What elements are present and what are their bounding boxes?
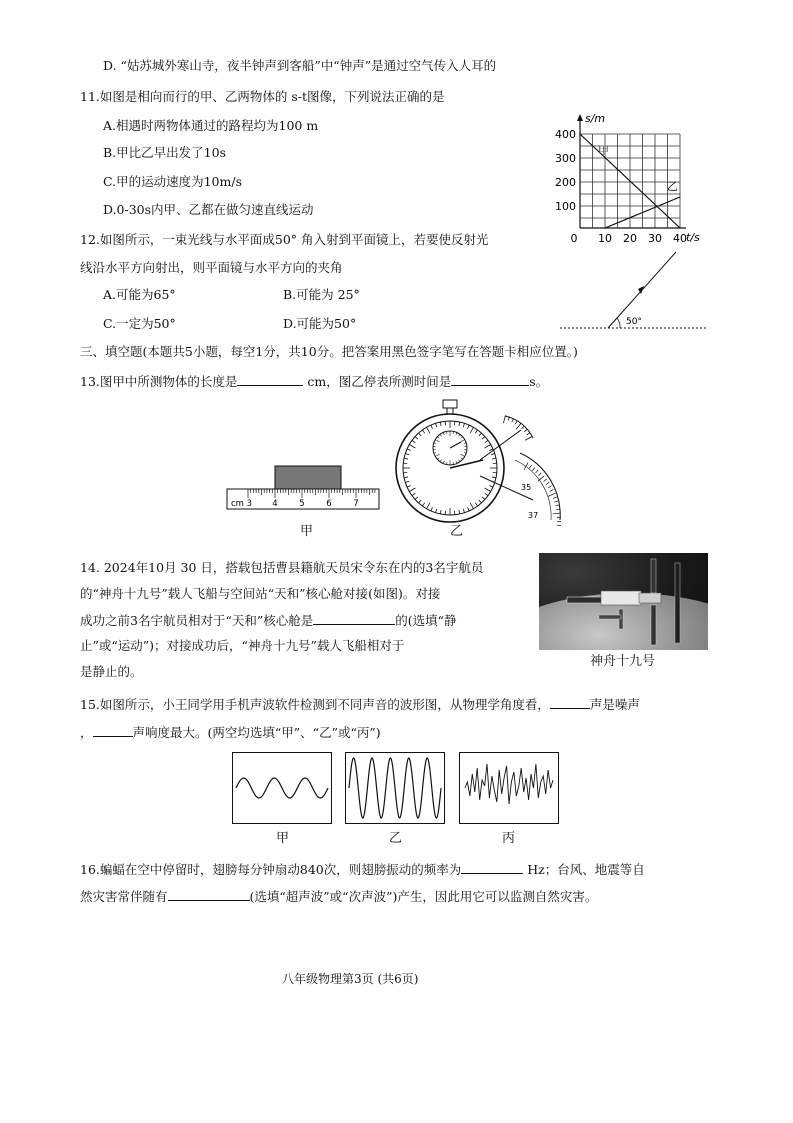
zoom-bottom-tick <box>524 463 528 470</box>
zoom-arc-top <box>505 416 533 438</box>
q16-line2-a: 然灾害常伴随有 <box>80 889 168 904</box>
q11-option-a: A.相遇时两物体通过的路程均为100 m <box>103 118 319 133</box>
q13-unit1: cm，图乙停表所测时间是 <box>307 374 452 389</box>
q14-line1: 14. 2024年10月 30 日，搭载包括曹县籍航天员宋令东在内的3名宇航员 <box>80 560 484 575</box>
q10-option-d: D. “姑苏城外寒山寺，夜半钟声到客船”中“钟声”是通过空气传入人耳的 <box>103 58 497 73</box>
y-tick: 100 <box>555 200 576 213</box>
q12-option-d: D.可能为50° <box>283 316 357 331</box>
y-axis-label: s/m <box>585 112 606 125</box>
q16-line2-b: (选填“超声波”或“次声波”)产生，因此用它可以监测自然灾害。 <box>249 889 598 904</box>
q13-question <box>80 373 548 390</box>
x-tick: 20 <box>623 232 637 245</box>
q13-blank-length[interactable] <box>237 373 303 386</box>
q13-unit2: s。 <box>529 374 549 389</box>
q16-blank-frequency[interactable] <box>461 861 523 874</box>
q15-line2-a: ， <box>80 725 93 740</box>
zoom-top-tick <box>525 437 532 441</box>
q15-line1 <box>80 696 640 713</box>
series-jia-label: 甲 <box>598 144 609 157</box>
q14-line3-b: 的(选填“静 <box>395 613 457 628</box>
q13-caption-b: 乙 <box>450 524 464 539</box>
q13-stopwatch-figure <box>395 398 575 526</box>
ruler-label: 6 <box>326 499 332 509</box>
q11-st-graph <box>550 110 710 245</box>
zoom-bottom-tick <box>532 467 534 470</box>
zoom-bottom-tick <box>546 482 549 484</box>
angle-arc <box>617 318 620 328</box>
zoom-bottom-tick <box>556 509 560 510</box>
zoom-bottom-tick <box>544 479 547 481</box>
zoom-bottom-tick <box>529 465 531 468</box>
q15-line2 <box>80 724 381 741</box>
zoom-top-tick <box>515 421 517 424</box>
q12-stem-line2: 线沿水平方向射出，则平面镜与水平方向的夹角 <box>80 260 343 275</box>
q12-light-ray-figure <box>558 248 708 338</box>
q15-caption-yi: 乙 <box>389 831 403 846</box>
q11-stem: 11.如图是相向而行的甲、乙两物体的 s-t图像，下列说法正确的是 <box>80 89 445 104</box>
zoom-bottom-tick <box>553 497 557 498</box>
q15-caption-bing: 丙 <box>502 831 516 846</box>
q15-line2-b: 声响度最大。(两空均选填“甲”、“乙”或“丙”) <box>132 725 381 740</box>
zoom-top-tick <box>522 426 525 429</box>
zoom-bottom-tick <box>548 493 555 496</box>
q13-ruler-figure <box>225 462 385 512</box>
q13-part1: 13.图甲中所测物体的长度是 <box>80 374 238 389</box>
space-station-shape <box>539 553 708 650</box>
stopwatch-stem <box>447 408 453 414</box>
ruler-label: 7 <box>353 499 359 509</box>
zoom-bottom-tick <box>554 501 558 502</box>
q14-line3-a: 成功之前3名宇航员相对于“天和”核心舱是 <box>80 613 314 628</box>
q12-option-c: C.一定为50° <box>103 316 176 331</box>
zoom-bottom-tick <box>536 470 539 473</box>
q14-line3 <box>80 612 457 629</box>
q14-spacecraft-photo <box>539 553 708 650</box>
zoom-top-tick <box>512 418 514 422</box>
spacecraft <box>675 563 680 643</box>
x-tick: 10 <box>598 232 612 245</box>
q13-caption-a: 甲 <box>300 524 314 539</box>
station-module <box>601 591 641 605</box>
q14-line4-text: 止”或“运动”)；对接成功后，“神舟十九号”载人飞船相对于 <box>80 638 405 653</box>
station-module <box>639 593 661 603</box>
q14-line4 <box>80 638 404 654</box>
zoom-top-tick <box>524 429 527 432</box>
q13-blank-time[interactable] <box>451 373 529 386</box>
q14-line5: 是静止的。 <box>80 664 143 679</box>
y-tick: 200 <box>555 176 576 189</box>
zoom-bottom-tick <box>538 473 541 476</box>
q15-caption-jia: 甲 <box>276 831 290 846</box>
zoom-bottom-tick <box>538 476 544 481</box>
q15-line1-a: 15.如图所示，小王同学用手机声波软件检测到不同声音的波形图，从物理学角度看， <box>80 697 550 712</box>
q16-blank-wave-type[interactable] <box>168 888 250 901</box>
section3-heading: 三、填空题(本题共5小题，每空1分，共10分。把答案用黑色签字笔写在答题卡相应位置。) <box>80 344 578 359</box>
q15-line1-b: 声是噪声 <box>589 697 640 712</box>
ruler-label: 5 <box>299 499 305 509</box>
x-axis-label: t/s <box>686 231 700 244</box>
q11-option-b: B.甲比乙早出发了10s <box>103 145 226 160</box>
y-axis-arrow <box>577 114 583 121</box>
x-tick: 0 <box>570 232 578 245</box>
y-tick: 400 <box>555 128 576 141</box>
measured-block <box>275 466 341 489</box>
q11-option-d: D.0-30s内甲、乙都在做匀速直线运动 <box>103 202 314 217</box>
solar-panel <box>651 605 656 645</box>
ruler-label: 4 <box>272 499 278 509</box>
q16-line2 <box>80 888 597 905</box>
series-yi-label: 乙 <box>667 180 678 193</box>
q15-waveform-yi <box>345 752 445 824</box>
ruler-label: cm 3 <box>231 499 253 509</box>
q15-blank-noise[interactable] <box>550 696 590 709</box>
q16-line1-b: Hz；台风、地震等自 <box>527 862 645 877</box>
x-tick: 30 <box>648 232 662 245</box>
solar-panel <box>651 559 656 593</box>
q14-line2: 的“神舟十九号”载人飞船与空间站“天和”核心舱对接(如图)。对接 <box>80 586 441 601</box>
dial-label: 37 <box>528 511 539 520</box>
y-tick: 300 <box>555 152 576 165</box>
q11-option-c: C.甲的运动速度为10m/s <box>103 174 242 189</box>
angle-label: 50° <box>626 317 642 327</box>
zoom-top-tick <box>527 433 530 435</box>
zoom-bottom-tick <box>553 513 561 514</box>
page-footer: 八年级物理第3页 (共6页) <box>282 972 419 986</box>
q14-blank-motion[interactable] <box>313 612 395 625</box>
zoom-bottom-tick <box>550 489 554 491</box>
q12-option-a: A.可能为65° <box>103 287 176 302</box>
q16-line1-a: 16.蝙蝠在空中停留时，翅膀每分钟扇动840次，则翅膀振动的频率为 <box>80 862 462 877</box>
zoom-top-tick <box>516 423 521 429</box>
q12-stem-line1: 12.如图所示，一束光线与水平面成50° 角入射到平面镜上，若要使反射光 <box>80 232 489 247</box>
dial-label: 35 <box>521 483 532 492</box>
q14-photo-caption: 神舟十九号 <box>590 654 656 669</box>
zoom-bottom-tick <box>555 505 559 506</box>
q15-blank-loudness[interactable] <box>93 724 133 737</box>
q15-waveform-bing <box>459 752 559 824</box>
x-tick: 40 <box>673 232 687 245</box>
stopwatch-crown <box>443 400 457 408</box>
q12-option-b: B.可能为 25° <box>283 287 360 302</box>
solar-panel <box>599 615 621 619</box>
q16-line1 <box>80 861 645 878</box>
zoom-bottom-tick <box>548 486 551 488</box>
zoom-top-tick <box>503 415 505 423</box>
q15-waveform-jia <box>232 752 332 824</box>
